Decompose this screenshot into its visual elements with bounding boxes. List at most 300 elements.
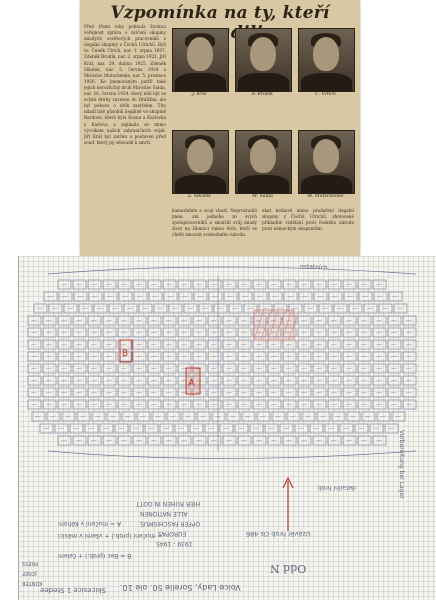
grave-number	[241, 320, 247, 321]
grave-number	[361, 332, 367, 333]
highlight-area	[254, 310, 294, 340]
handwritten-note-corner1: PRESS	[22, 560, 38, 566]
grave-number	[406, 368, 412, 369]
photo-caption: J. Král	[192, 92, 207, 97]
grave-number	[256, 356, 262, 357]
grave-number	[331, 392, 337, 393]
grave-number	[181, 356, 187, 357]
grave-number	[62, 296, 68, 297]
grave-number	[362, 296, 368, 297]
grave-number	[316, 332, 322, 333]
grave-number	[118, 428, 124, 429]
grave-number	[95, 416, 101, 417]
grave-number	[211, 440, 217, 441]
grave-number	[61, 356, 67, 357]
grave-number	[376, 392, 382, 393]
grave-number	[80, 416, 86, 417]
grave-number	[151, 368, 157, 369]
grave-number	[245, 416, 251, 417]
grave-number	[271, 392, 277, 393]
grave-number	[361, 392, 367, 393]
grave-number	[226, 440, 232, 441]
grave-number	[136, 440, 142, 441]
grave-number	[232, 308, 238, 309]
grave-number	[391, 344, 397, 345]
grave-number	[46, 332, 52, 333]
grave-number	[211, 356, 217, 357]
grave-number	[76, 440, 82, 441]
photo-caption: Č. Ulrich	[315, 92, 336, 97]
grave-number	[316, 392, 322, 393]
grave-number	[376, 440, 382, 441]
grave-number	[391, 320, 397, 321]
plan-outline	[48, 267, 416, 274]
grave-number	[301, 284, 307, 285]
grave-number	[227, 296, 233, 297]
grave-number	[31, 332, 37, 333]
grave-number	[211, 344, 217, 345]
grave-number	[211, 284, 217, 285]
handwritten-note-hier1: HIER RUHEN IN GOTT	[136, 500, 201, 507]
grave-number	[151, 356, 157, 357]
grave-number	[316, 380, 322, 381]
grave-number	[31, 344, 37, 345]
grave-number	[106, 368, 112, 369]
grave-number	[151, 440, 157, 441]
grave-number	[181, 320, 187, 321]
grave-number	[136, 332, 142, 333]
grave-number	[211, 368, 217, 369]
clipping-body-left: Před třemi roky pohnula širokou veřejnost zpráva o zatčení skupiny mladých osvětových pracovníků z ilegální skupiny z Čechů Ulrichů. Byli to: Čeněk Ulrich, nar. 1. srpna 1897, Zdeněk Brodík, nar. 2. srpna 1921, Jiří Král, nar. 29. dubna 1925, Zdeněk Sikolek, nar. 5. června 1924 a Miroslav Mutschenke, nar. 5. prosince 1926. Ke jmenovaným patřil také jejich nerozlučný druh Miroslav Saida, nar. 16. června 1924, který měl být se svými druhy zavezen do Drážďan, ale byl pokusu o útěk zastřelen. Tito mladí lidé působili ilegálně ve skupině Bardové, která byla Rosna a Karlovka z Karlova a zajímala se mimo výcvikem našich zahraničních vojsk. Jiří Král byl zatčen a postaven před soud, který jej odsoudil k smrti.	[84, 24, 166, 145]
grave-number	[76, 392, 82, 393]
grave-number	[46, 380, 52, 381]
grave-number	[166, 344, 172, 345]
grave-number	[361, 380, 367, 381]
grave-number	[107, 296, 113, 297]
portrait-photo	[172, 130, 229, 194]
grave-number	[136, 344, 142, 345]
grave-number	[121, 404, 127, 405]
photo-caption: M. Mutschenke	[307, 194, 344, 199]
grave-number	[136, 392, 142, 393]
grave-number	[301, 404, 307, 405]
grave-number	[166, 368, 172, 369]
grave-number	[223, 428, 229, 429]
grave-number	[337, 308, 343, 309]
grave-number	[91, 392, 97, 393]
handwritten-note-bottom2: Skicesice 1 Stedee	[40, 586, 106, 594]
grave-number	[256, 344, 262, 345]
grave-number	[256, 284, 262, 285]
grave-number	[166, 332, 172, 333]
grave-number	[346, 380, 352, 381]
grave-number	[256, 368, 262, 369]
grave-number	[193, 428, 199, 429]
grave-number	[211, 332, 217, 333]
grave-number	[238, 428, 244, 429]
grave-number	[121, 332, 127, 333]
grave-number	[187, 308, 193, 309]
grave-number	[127, 308, 133, 309]
grave-number	[226, 404, 232, 405]
grave-number	[301, 440, 307, 441]
grave-number	[196, 404, 202, 405]
grave-number	[196, 440, 202, 441]
clipping-body-right: ekat ketkavé mimo pradaření ilegalní skupiny z Čechů Ulrichů, zhotovené příkladné vzdělání proti českého národa proti německým okupantům.	[262, 208, 354, 232]
portrait-photo	[298, 28, 355, 92]
grave-number	[76, 332, 82, 333]
grave-number	[241, 380, 247, 381]
grave-number	[211, 404, 217, 405]
grave-number	[388, 428, 394, 429]
grave-number	[125, 416, 131, 417]
handwritten-note-hier5: 1939 - 1945	[156, 540, 193, 547]
grave-number	[301, 320, 307, 321]
grave-number	[106, 404, 112, 405]
grave-number	[226, 368, 232, 369]
grave-number	[346, 332, 352, 333]
grave-number	[37, 308, 43, 309]
grave-number	[151, 380, 157, 381]
grave-number	[110, 416, 116, 417]
grave-number	[283, 428, 289, 429]
grave-number	[106, 332, 112, 333]
grave-number	[316, 404, 322, 405]
grave-number	[301, 332, 307, 333]
portrait-photo	[298, 130, 355, 194]
grave-number	[376, 332, 382, 333]
grave-number	[211, 392, 217, 393]
grave-number	[361, 368, 367, 369]
grave-number	[76, 368, 82, 369]
photo-caption: F. Brodík	[252, 92, 273, 97]
grave-number	[361, 344, 367, 345]
grave-number	[76, 344, 82, 345]
grave-number	[352, 308, 358, 309]
handwritten-note-b: B = Bec (prob.) + čelem	[58, 552, 132, 559]
grave-number	[142, 308, 148, 309]
grave-number	[46, 344, 52, 345]
grave-number	[271, 344, 277, 345]
grave-number	[136, 320, 142, 321]
grave-number	[241, 284, 247, 285]
grave-number	[200, 416, 206, 417]
grave-number	[316, 440, 322, 441]
grave-number	[166, 392, 172, 393]
grave-number	[391, 404, 397, 405]
grave-number	[136, 404, 142, 405]
grave-number	[277, 308, 283, 309]
grave-number	[286, 344, 292, 345]
grave-number	[376, 380, 382, 381]
grave-number	[307, 308, 313, 309]
grave-number	[121, 380, 127, 381]
grave-number	[332, 296, 338, 297]
grave-number	[61, 344, 67, 345]
grave-number	[121, 320, 127, 321]
grave-number	[148, 428, 154, 429]
grave-number	[106, 320, 112, 321]
grave-number	[298, 428, 304, 429]
portrait-photo	[172, 28, 229, 92]
grave-number	[170, 416, 176, 417]
grave-number	[151, 284, 157, 285]
grave-number	[391, 356, 397, 357]
grave-number	[391, 368, 397, 369]
grave-number	[106, 344, 112, 345]
photo-caption: M. Saida	[252, 194, 273, 199]
grave-number	[181, 344, 187, 345]
grave-number	[76, 380, 82, 381]
grave-number	[76, 320, 82, 321]
grave-number	[346, 356, 352, 357]
grave-number	[361, 356, 367, 357]
grave-number	[196, 356, 202, 357]
portrait-photo	[235, 130, 292, 194]
handwritten-note-corner3: KONTER	[22, 580, 43, 586]
marker-a: A	[188, 378, 195, 389]
grave-number	[181, 284, 187, 285]
grave-number	[226, 392, 232, 393]
grave-number	[212, 296, 218, 297]
grave-number	[31, 380, 37, 381]
grave-number	[346, 404, 352, 405]
grave-number	[367, 308, 373, 309]
grave-number	[91, 356, 97, 357]
grave-number	[350, 416, 356, 417]
grave-number	[346, 392, 352, 393]
grave-number	[182, 296, 188, 297]
grave-number	[365, 416, 371, 417]
grave-number	[286, 392, 292, 393]
grave-number	[163, 428, 169, 429]
grave-number	[122, 296, 128, 297]
grave-number	[286, 404, 292, 405]
handwritten-note-corner2: JOSEF	[22, 570, 37, 576]
grave-number	[61, 380, 67, 381]
photo-caption: Z. Sikolek	[187, 194, 212, 199]
grave-number	[346, 440, 352, 441]
grave-number	[121, 284, 127, 285]
grave-number	[346, 320, 352, 321]
grave-number	[76, 356, 82, 357]
grave-number	[167, 296, 173, 297]
grave-number	[88, 428, 94, 429]
grave-number	[136, 368, 142, 369]
grave-number	[322, 308, 328, 309]
grave-number	[382, 308, 388, 309]
grave-number	[331, 332, 337, 333]
grave-number	[406, 404, 412, 405]
grave-number	[208, 428, 214, 429]
grave-number	[286, 440, 292, 441]
grave-number	[181, 404, 187, 405]
grave-number	[106, 380, 112, 381]
grave-number	[376, 320, 382, 321]
grave-number	[271, 440, 277, 441]
grave-number	[406, 392, 412, 393]
grave-number	[358, 428, 364, 429]
grave-number	[151, 344, 157, 345]
grave-number	[121, 440, 127, 441]
grave-number	[256, 404, 262, 405]
grave-number	[377, 296, 383, 297]
grave-number	[61, 284, 67, 285]
grave-number	[226, 356, 232, 357]
grave-number	[172, 308, 178, 309]
grave-number	[73, 428, 79, 429]
grave-number	[301, 380, 307, 381]
grave-number	[241, 404, 247, 405]
grave-number	[361, 320, 367, 321]
grave-number	[226, 332, 232, 333]
grave-number	[346, 344, 352, 345]
grave-number	[305, 416, 311, 417]
grave-number	[76, 404, 82, 405]
grave-number	[373, 428, 379, 429]
grave-number	[31, 392, 37, 393]
grave-number	[136, 284, 142, 285]
grave-number	[112, 308, 118, 309]
grave-number	[376, 368, 382, 369]
grave-number	[47, 296, 53, 297]
grave-number	[196, 332, 202, 333]
grave-number	[242, 296, 248, 297]
grave-number	[166, 284, 172, 285]
grave-number	[31, 404, 37, 405]
grave-number	[260, 416, 266, 417]
grave-number	[67, 308, 73, 309]
grave-number	[61, 440, 67, 441]
grave-number	[391, 380, 397, 381]
grave-number	[77, 296, 83, 297]
grave-number	[331, 356, 337, 357]
handwritten-note-detail: detailní hrob	[318, 484, 356, 491]
grave-number	[91, 380, 97, 381]
grave-number	[76, 284, 82, 285]
grave-number	[391, 392, 397, 393]
grave-number	[46, 320, 52, 321]
grave-number	[361, 284, 367, 285]
grave-number	[151, 392, 157, 393]
grave-number	[137, 296, 143, 297]
grave-number	[253, 428, 259, 429]
grave-number	[406, 356, 412, 357]
grave-number	[286, 284, 292, 285]
grave-number	[226, 380, 232, 381]
grave-number	[43, 428, 49, 429]
grave-number	[103, 428, 109, 429]
grave-number	[61, 320, 67, 321]
portrait-photo	[235, 28, 292, 92]
grave-number	[65, 416, 71, 417]
handwritten-note-a2: = mučení (prob.) + všemi v měsíci	[58, 532, 163, 539]
grave-number	[133, 428, 139, 429]
grave-number	[106, 440, 112, 441]
grave-plan	[18, 256, 436, 600]
grave-number	[151, 404, 157, 405]
grave-number	[331, 368, 337, 369]
grave-number	[380, 416, 386, 417]
grave-number	[106, 392, 112, 393]
plan-outline	[48, 451, 416, 459]
grave-number	[61, 392, 67, 393]
grave-number	[391, 332, 397, 333]
handwritten-note-bottom1: Voice Lady, Sorelie 50. ole 10.	[120, 583, 241, 592]
grave-number	[58, 428, 64, 429]
grave-number	[97, 308, 103, 309]
grave-number	[257, 296, 263, 297]
grave-number	[31, 368, 37, 369]
grave-number	[211, 380, 217, 381]
grave-number	[31, 320, 37, 321]
grave-number	[211, 320, 217, 321]
grave-number	[290, 416, 296, 417]
grave-number	[241, 368, 247, 369]
grave-number	[166, 356, 172, 357]
grave-number	[316, 284, 322, 285]
grave-number	[286, 380, 292, 381]
grave-number	[247, 308, 253, 309]
grave-number	[331, 380, 337, 381]
grave-number	[181, 440, 187, 441]
grave-number	[226, 344, 232, 345]
grave-number	[256, 440, 262, 441]
grave-number	[347, 296, 353, 297]
handwritten-note-top: ostatních ...	[299, 263, 336, 272]
grave-number	[286, 368, 292, 369]
grave-number	[406, 320, 412, 321]
grave-number	[121, 392, 127, 393]
grave-number	[271, 284, 277, 285]
grave-number	[46, 356, 52, 357]
grave-number	[316, 368, 322, 369]
grave-number	[361, 440, 367, 441]
grave-number	[91, 344, 97, 345]
grave-number	[302, 296, 308, 297]
grave-number	[241, 440, 247, 441]
grave-number	[406, 344, 412, 345]
grave-number	[331, 284, 337, 285]
grave-number	[262, 308, 268, 309]
grave-number	[196, 344, 202, 345]
handwritten-note-hrob: Uzávěr hrob čís 486	[246, 530, 311, 538]
grave-number	[91, 368, 97, 369]
grave-number	[317, 296, 323, 297]
grave-number	[91, 320, 97, 321]
grave-number	[392, 296, 398, 297]
grave-number	[178, 428, 184, 429]
clipping-title: Vzpomínka na ty, kteří	[110, 3, 330, 23]
grave-number	[106, 356, 112, 357]
grave-number	[106, 284, 112, 285]
grave-number	[91, 404, 97, 405]
clipping-body-mid: kamarádem a svojí vlastí. Neprozradili jmen, ani jednoho ze svých spolupracovníků a skončili svůj mladý život na šibenici rukou těch, kteří se chtěli zmocnit svobodného národa.	[172, 208, 257, 238]
grave-number	[331, 404, 337, 405]
grave-number	[92, 296, 98, 297]
grave-number	[151, 332, 157, 333]
grave-number	[230, 416, 236, 417]
grave-number	[343, 428, 349, 429]
grave-number	[271, 404, 277, 405]
grave-number	[136, 380, 142, 381]
grave-number	[256, 380, 262, 381]
grave-number	[271, 356, 277, 357]
grave-number	[226, 284, 232, 285]
marker-b: B	[122, 349, 129, 359]
grave-number	[241, 392, 247, 393]
grave-number	[166, 404, 172, 405]
